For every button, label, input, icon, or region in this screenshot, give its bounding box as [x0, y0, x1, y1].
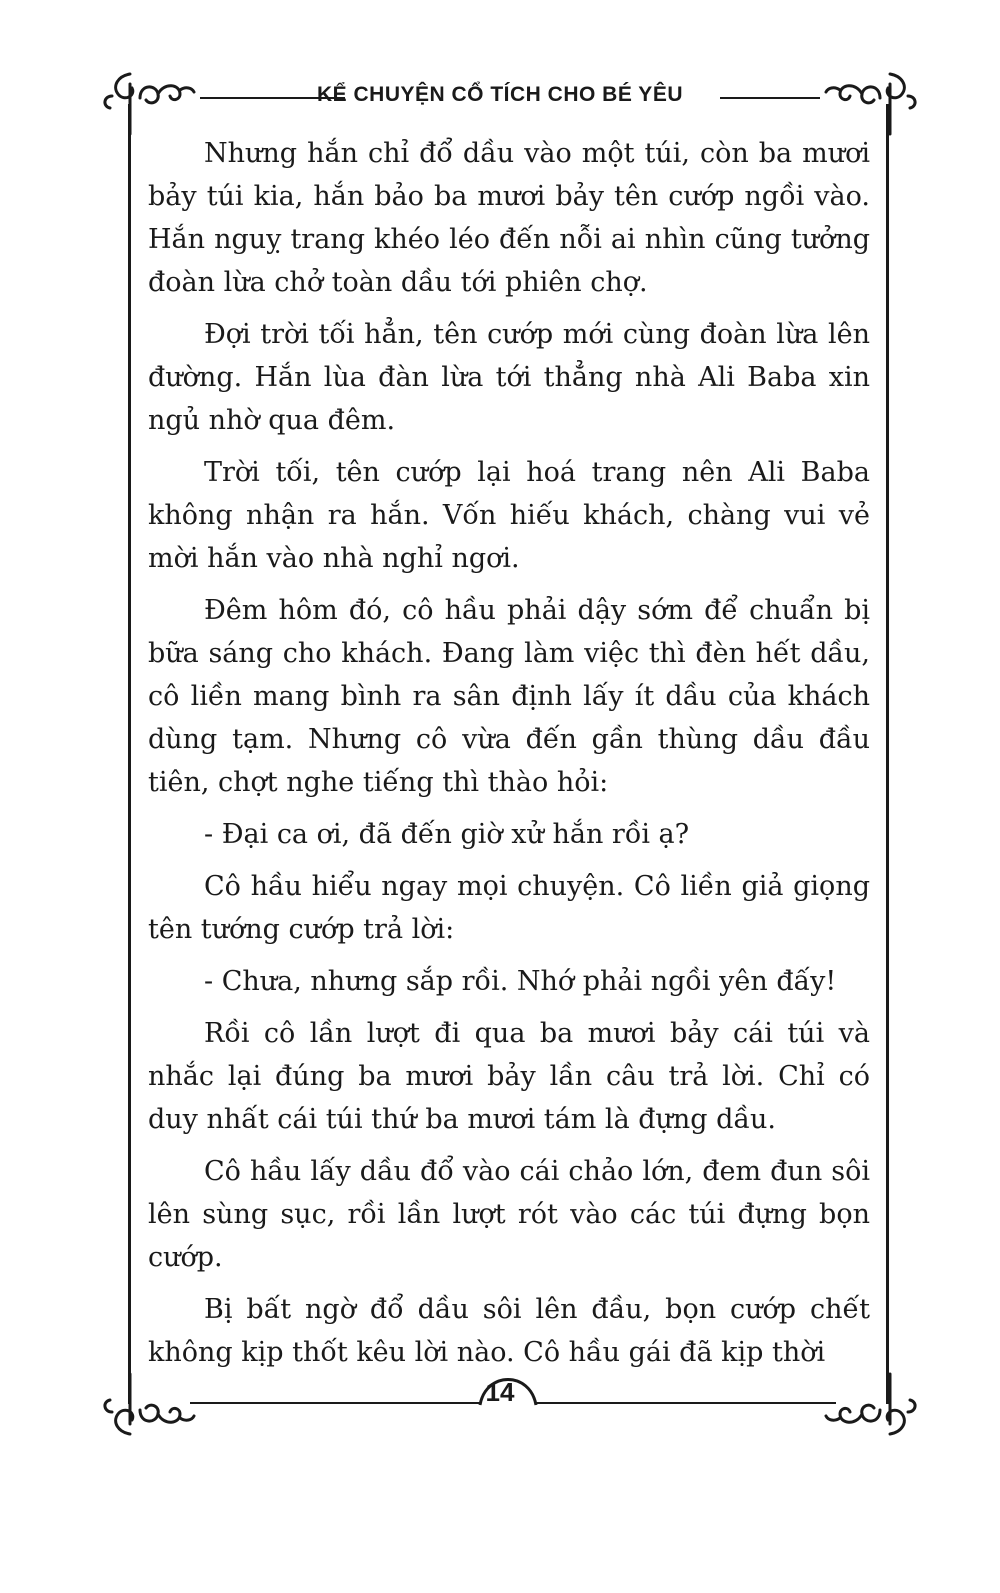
paragraph: Nhưng hắn chỉ đổ dầu vào một túi, còn ba mươi bảy túi kia, hắn bảo ba mươi bảy tên cướp ngồi vào. Hắn nguỵ trang khéo léo đến nỗi ai nhìn cũng tưởng đoàn lừa chở toàn dầu tới phiên chợ. [148, 138, 870, 298]
paragraph: Đợi trời tối hẳn, tên cướp mới cùng đoàn lừa lên đường. Hắn lùa đàn lừa tới thẳng nhà Ali Baba xin ngủ nhờ qua đêm. [148, 319, 870, 436]
paragraph: Rồi cô lần lượt đi qua ba mươi bảy cái túi và nhắc lại đúng ba mươi bảy lần câu trả lời. Chỉ có duy nhất cái túi thứ ba mươi tám là đựng dầu. [148, 1018, 870, 1135]
paragraph: Bị bất ngờ đổ dầu sôi lên đầu, bọn cướp chết không kịp thốt kêu lời nào. Cô hầu gái đã kịp thời [148, 1294, 870, 1368]
story-text [148, 132, 870, 1383]
paragraph: Đêm hôm đó, cô hầu phải dậy sớm để chuẩn bị bữa sáng cho khách. Đang làm việc thì đèn hết dầu, cô liền mang bình ra sân định lấy ít dầu của khách dùng tạm. Nhưng cô vừa đến gần thùng dầu đầu tiên, chợt nghe tiếng thì thào hỏi: [148, 595, 870, 798]
frame-right-border [886, 104, 889, 1404]
page-number: 14 [485, 1377, 515, 1407]
paragraph: Cô hầu hiểu ngay mọi chuyện. Cô liền giả giọng tên tướng cướp trả lời: [148, 871, 870, 945]
paragraph: Cô hầu lấy dầu đổ vào cái chảo lớn, đem đun sôi lên sùng sục, rồi lần lượt rót vào các túi đựng bọn cướp. [148, 1156, 870, 1273]
frame-left-border [128, 104, 131, 1404]
page-header-title: KỂ CHUYỆN CỔ TÍCH CHO BÉ YÊU [317, 83, 683, 106]
dialogue-line: - Đại ca ơi, đã đến giờ xử hắn rồi ạ? [204, 819, 690, 850]
dialogue-line: - Chưa, nhưng sắp rồi. Nhớ phải ngồi yên đấy! [204, 966, 837, 997]
paragraph: Trời tối, tên cướp lại hoá trang nên Ali Baba không nhận ra hắn. Vốn hiếu khách, chàng vui vẻ mời hắn vào nhà nghỉ ngơi. [148, 457, 870, 574]
